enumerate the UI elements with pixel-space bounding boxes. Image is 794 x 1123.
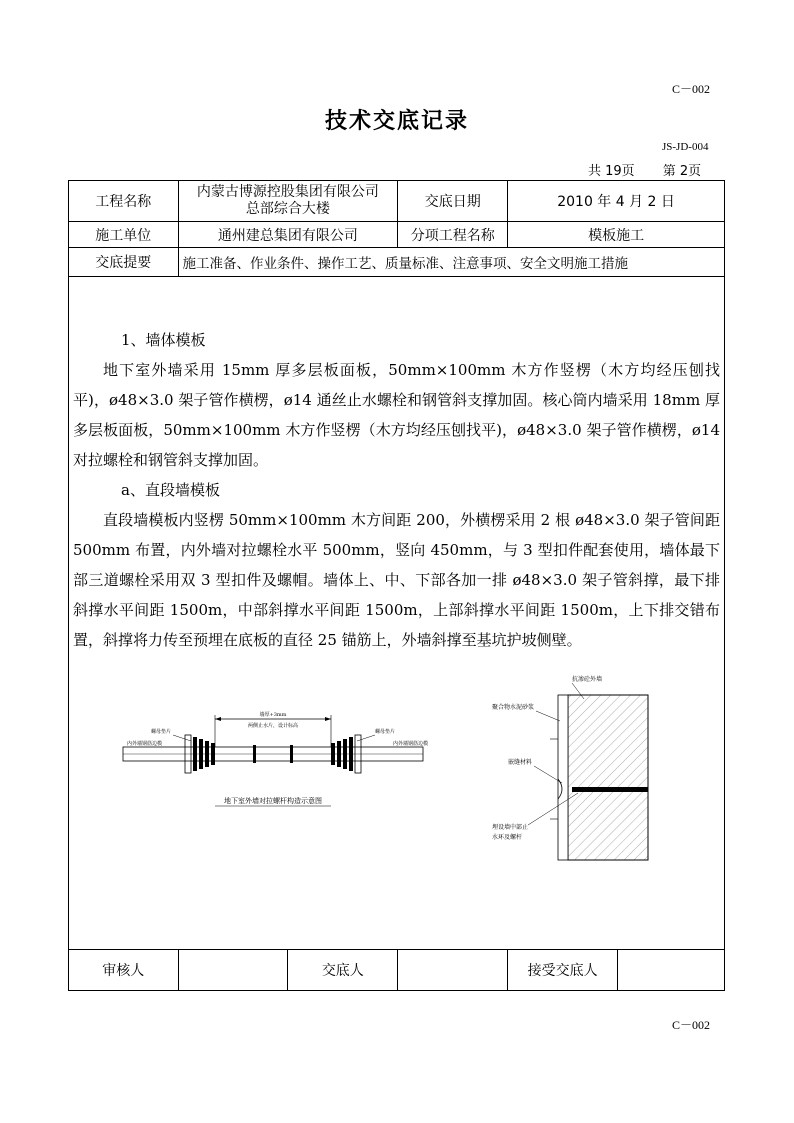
reviewer-label: 审核人 — [69, 950, 179, 991]
date-label: 交底日期 — [398, 181, 508, 222]
contractor-label: 施工单位 — [69, 222, 179, 248]
dimension-label: 墙厚+3mm — [259, 712, 287, 718]
inner-label: 两侧止水片，设计标高 — [247, 723, 299, 729]
receiver-label: 接受交底人 — [508, 950, 618, 991]
date-value: 2010 年 4 月 2 日 — [508, 181, 725, 222]
receiver-signature-cell[interactable] — [618, 950, 725, 991]
form-code-bottom: C－002 — [672, 1018, 711, 1032]
form-code-top: C－002 — [672, 82, 711, 96]
bolt-label-line1: 埋设墙中部止 — [492, 824, 529, 831]
document-title: 技术交底记录 — [324, 108, 469, 134]
presenter-signature-cell[interactable] — [398, 950, 508, 991]
figures-area — [73, 676, 720, 901]
seal-label: 嵌缝材料 — [508, 759, 533, 766]
section-heading-wall-formwork: 1、墙体模板 — [121, 331, 206, 349]
tie-bolt-diagram — [103, 707, 443, 827]
section-heading-straight-wall: a、直段墙模板 — [121, 481, 220, 499]
presenter-label: 交底人 — [288, 950, 398, 991]
technical-briefing-table — [68, 180, 725, 991]
right-nut-label: 螺母垫片 — [375, 729, 396, 735]
wall-section-diagram — [488, 669, 668, 869]
tie-bolt-caption: 地下室外墙对拉螺杆构造示意图 — [224, 797, 322, 805]
subproject-label: 分项工程名称 — [398, 222, 508, 248]
paragraph-straight-wall: 直段墙模板内竖楞 50mm×100mm 木方间距 200，外横楞采用 2 根 ø48×3.0 架子管间距 500mm 布置，内外墙对拉螺栓水平 500mm，竖向 450mm，与 3 型扣件配套使用，墙体最下部三道螺栓采用双 3 型扣件及螺帽。墙体上、中、下部各加一排 ø48×3.0 架子管斜撑，最下排斜撑水平间距 1500m，中部斜撑水平间距 1500m，上部斜撑水平间距 1500m，上下排交错布置，斜撑将力传至预埋在底板的直径 25 锚筋上，外墙斜撑至基坑护坡侧壁。 — [73, 511, 720, 649]
project-name-value — [178, 181, 398, 222]
project-name-label: 工程名称 — [69, 181, 179, 222]
page-number: 第 2页 — [662, 164, 702, 179]
summary-label: 交底提要 — [69, 248, 179, 277]
left-pipe-label: 内外墙钢筋边模 — [127, 741, 163, 747]
subproject-value: 模板施工 — [508, 222, 725, 248]
wall-label: 抗渗砼外墙 — [572, 676, 603, 683]
reviewer-signature-cell[interactable] — [178, 950, 288, 991]
contractor-value: 通州建总集团有限公司 — [178, 222, 398, 248]
page-indicator — [588, 160, 701, 179]
project-name-line2: 总部综合大楼 — [245, 201, 330, 217]
left-nut-label: 螺母垫片 — [150, 729, 171, 735]
summary-value: 施工准备、作业条件、操作工艺、质量标准、注意事项、安全文明施工措施 — [178, 248, 725, 277]
project-name-line1: 内蒙古博源控股集团有限公司 — [196, 184, 379, 200]
document-number: JS-JD-004 — [662, 141, 709, 153]
paragraph-wall-formwork: 地下室外墙采用 15mm 厚多层板面板，50mm×100mm 木方作竖楞（木方均经压刨找平)，ø48×3.0 架子管作横楞，ø14 通丝止水螺栓和钢管斜支撑加固。核心筒内墙采用 18mm 厚多层板面板，50mm×100mm 木方作竖楞（木方均经压刨找平)，ø48×3.0 架子管作横楞，ø14 对拉螺栓和钢管斜支撑加固。 — [73, 361, 720, 469]
right-pipe-label: 内外墙钢筋边模 — [393, 741, 429, 747]
bolt-label-line2: 水环及螺杆 — [492, 834, 523, 841]
mortar-label: 聚合物水泥砂浆 — [492, 704, 535, 711]
total-pages: 共 19页 — [588, 164, 635, 179]
briefing-content — [69, 277, 725, 950]
